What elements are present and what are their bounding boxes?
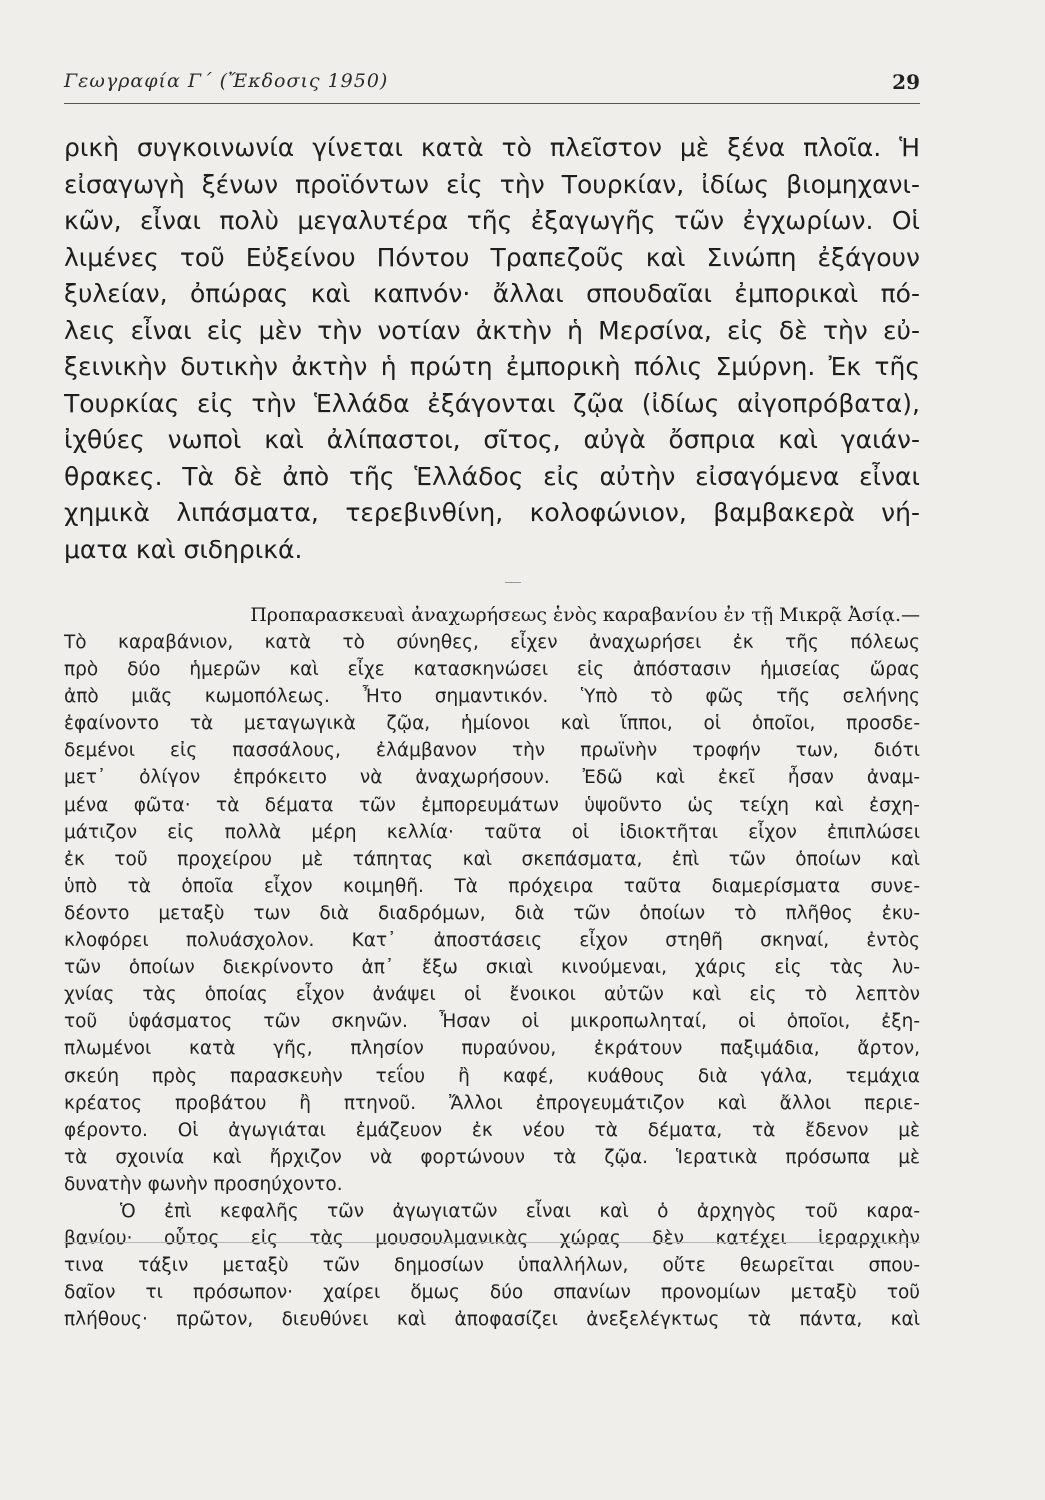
text-line: ξυλείαν, ὀπώρας καὶ καπνόν· ἄλλαι σπουδαῖαι ἐμπορικαὶ πό- xyxy=(64,279,920,308)
text-line: χημικὰ λιπάσματα, τερεβινθίνη, κολοφώνιον, βαμβακερὰ νή- xyxy=(64,498,920,527)
text-line: ὑπὸ τὰ ὁποῖα εἶχον κοιμηθῆ. Τὰ πρόχειρα ταῦτα διαμερίσματα συνε- xyxy=(64,875,920,897)
text-line: εἰσαγωγὴ ξένων προϊόντων εἰς τὴν Τουρκίαν, ἰδίως βιομηχανι- xyxy=(64,169,920,199)
text-line: τὰ σχοινία καὶ ἤρχιζον νὰ φορτώνουν τὰ ζῷα. Ἱερατικὰ πρόσωπα μὲ xyxy=(64,1146,920,1168)
text-line: μάτιζον εἰς πολλὰ μέρη κελλία· ταῦτα οἱ ἰδιοκτῆται εἶχον ἐπιπλώσει xyxy=(64,821,920,843)
page-header xyxy=(64,64,920,104)
text-line: θρακες. Τὰ δὲ ἀπὸ τῆς Ἑλλάδος εἰς αὐτὴν εἰσαγόμενα εἶναι xyxy=(64,461,920,491)
text-line: βανίου· οὗτος εἰς τὰς μουσουλμανικὰς χώρας δὲν κατέχει ἱεραρχικὴν xyxy=(64,1228,920,1250)
text-line: ξεινικὴν δυτικὴν ἀκτὴν ἡ πρώτη ἐμπορικὴ πόλις Σμύρνη. Ἐκ τῆς xyxy=(64,352,920,381)
text-line: ρικὴ συγκοινωνία γίνεται κατὰ τὸ πλεῖστον μὲ ξένα πλοῖα. Ἡ xyxy=(64,133,920,162)
text-line: φέροντο. Οἱ ἀγωγιάται ἐμάζευον ἐκ νέου τὰ δέματα, τὰ ἔδενον μὲ xyxy=(64,1119,920,1141)
text-line: πλήθους· πρῶτον, διευθύνει καὶ ἀποφασίζει ἀνεξελέγκτως τὰ πάντα, καὶ xyxy=(64,1309,920,1331)
reading-heading: Προπαρασκευαὶ ἀναχωρήσεως ἑνὸς καραβανίου ἐν τῇ Μικρᾷ Ἀσίᾳ.— xyxy=(250,604,920,626)
reading-section xyxy=(64,602,920,1333)
reading-paragraph-1 xyxy=(64,629,920,1198)
text-line: σκεύη πρὸς παρασκευὴν τεΐου ἢ καφέ, κυάθους διὰ γάλα, τεμάχια xyxy=(64,1065,920,1087)
text-line: ἐκ τοῦ προχείρου μὲ τάπητας καὶ σκεπάσματα, ἐπὶ τῶν ὁποίων καὶ xyxy=(64,848,920,870)
text-line: πλωμένοι κατὰ γῆς, πλησίον πυραύνου, ἐκράτουν παξιμάδια, ἄρτον, xyxy=(64,1038,920,1060)
text-line: κλοφόρει πολυάσχολον. Κατ᾽ ἀποστάσεις εἶχον στηθῆ σκηναί, ἐντὸς xyxy=(64,930,920,952)
text-line: ματα καὶ σιδηρικά. xyxy=(64,534,303,564)
text-line: μετ᾽ ὀλίγον ἐπρόκειτο νὰ ἀναχωρήσουν. Ἐδῶ καὶ ἐκεῖ ἦσαν ἀναμ- xyxy=(64,767,920,789)
main-paragraph xyxy=(64,130,920,568)
text-line: τινα τάξιν μεταξὺ τῶν δημοσίων ὑπαλλήλων, οὔτε θεωρεῖται σπου- xyxy=(64,1255,920,1277)
text-line: δαῖον τι πρόσωπον· χαίρει ὅμως δύο σπανίων προνομίων μεταξὺ τοῦ xyxy=(64,1282,920,1304)
reading-paragraph-2 xyxy=(64,1198,920,1333)
text-line: δέοντο μεταξὺ των διὰ διαδρόμων, διὰ τῶν ὁποίων τὸ πλῆθος ἐκυ- xyxy=(64,902,920,924)
text-line: μένα φῶτα· τὰ δέματα τῶν ἐμπορευμάτων ὑψοῦντο ὡς τείχη καὶ ἐσχη- xyxy=(64,794,920,816)
text-line: τῶν ὁποίων διεκρίνοντο ἀπ᾽ ἔξω σκιαὶ κινούμεναι, χάρις εἰς τὰς λυ- xyxy=(64,957,920,979)
paragraph-rule xyxy=(64,1242,920,1243)
text-line: λιμένες τοῦ Εὐξείνου Πόντου Τραπεζοῦς καὶ Σινώπη ἐξάγουν xyxy=(64,242,920,272)
text-line: ἀπὸ μιᾶς κωμοπόλεως. Ἦτο σημαντικόν. Ὑπὸ τὸ φῶς τῆς σελήνης xyxy=(64,686,920,708)
text-line: ἐφαίνοντο τὰ μεταγωγικὰ ζῷα, ἡμίονοι καὶ ἵπποι, οἱ ὁποῖοι, προσδε- xyxy=(64,713,920,735)
text-line: ἰχθύες νωποὶ καὶ ἀλίπαστοι, σῖτος, αὐγὰ ὄσπρια καὶ γαιάν- xyxy=(64,425,920,454)
text-line: πρὸ δύο ἡμερῶν καὶ εἶχε κατασκηνώσει εἰς ἀπόστασιν ἡμισείας ὥρας xyxy=(64,659,920,681)
text-line: Τουρκίας εἰς τὴν Ἑλλάδα ἐξάγονται ζῷα (ἰδίως αἰγοπρόβατα), xyxy=(64,388,920,418)
text-line: κρέατος προβάτου ἢ πτηνοῦ. Ἄλλοι ἐπρογευμάτιζον καὶ ἄλλοι περιε- xyxy=(64,1092,920,1114)
section-divider xyxy=(505,582,521,583)
text-line: κῶν, εἶναι πολὺ μεγαλυτέρα τῆς ἐξαγωγῆς τῶν ἐγχωρίων. Οἱ xyxy=(64,206,920,235)
text-line: δεμένοι εἰς πασσάλους, ἐλάμβανον τὴν πρωϊνὴν τροφήν των, διότι xyxy=(64,740,920,762)
header-rule xyxy=(64,103,920,104)
running-title: Γεωγραφία Γ΄ (Ἔκδοσις 1950) xyxy=(64,70,389,92)
text-line: Τὸ καραβάνιον, κατὰ τὸ σύνηθες, εἶχεν ἀναχωρήσει ἐκ τῆς πόλεως xyxy=(64,632,920,653)
text-line: τοῦ ὑφάσματος τῶν σκηνῶν. Ἦσαν οἱ μικροπωληταί, οἱ ὁποῖοι, ἐξη- xyxy=(64,1011,920,1033)
text-line: Ὁ ἐπὶ κεφαλῆς τῶν ἀγωγιατῶν εἶναι καὶ ὁ ἀρχηγὸς τοῦ καρα- xyxy=(120,1200,920,1222)
text-line: δυνατὴν φωνὴν προσηύχοντο. xyxy=(64,1173,343,1195)
text-line: χνίας τὰς ὁποίας εἶχον ἀνάψει οἱ ἔνοικοι αὐτῶν καὶ εἰς τὸ λεπτὸν xyxy=(64,984,920,1006)
text-line: λεις εἶναι εἰς μὲν τὴν νοτίαν ἀκτὴν ἡ Μερσίνα, εἰς δὲ τὴν εὐ- xyxy=(64,315,920,345)
page-number: 29 xyxy=(892,70,920,94)
